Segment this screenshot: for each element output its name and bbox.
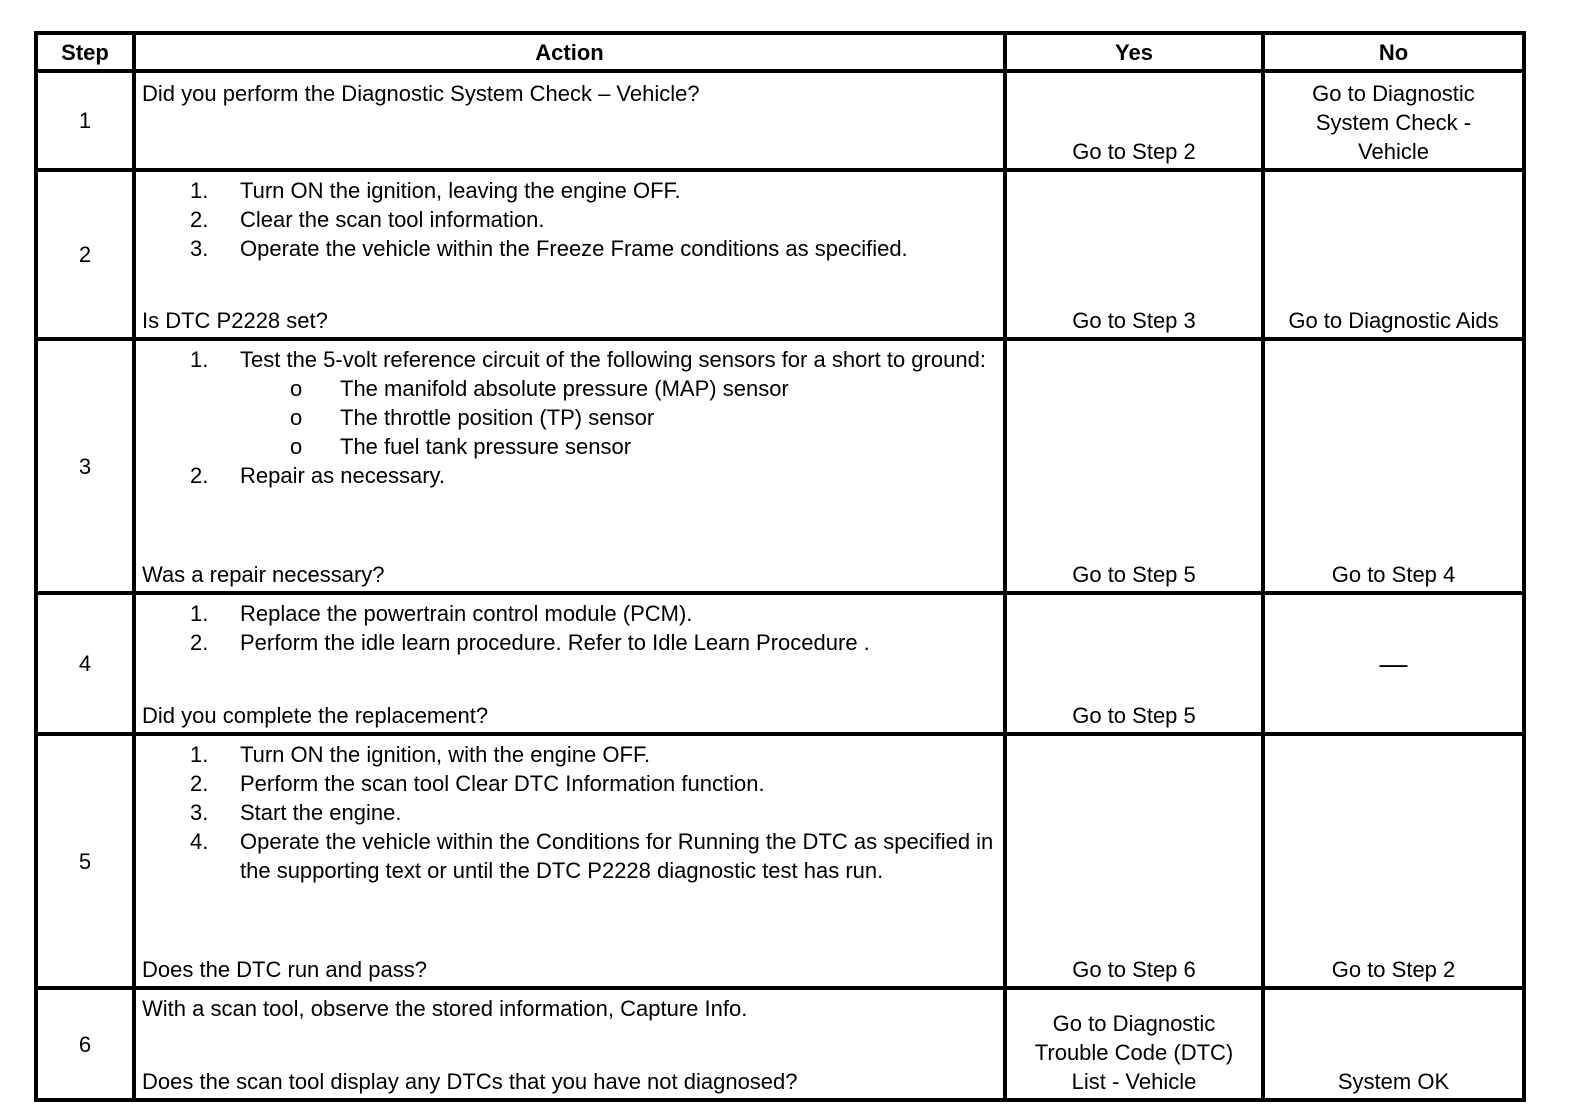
action-steps <box>142 176 999 263</box>
yes-cell: Go to Step 5 <box>1005 339 1263 593</box>
diagnostic-table <box>34 31 1526 1102</box>
table-row <box>36 593 1524 734</box>
action-cell <box>134 988 1005 1100</box>
header-step: Step <box>36 33 134 71</box>
action-question: Did you complete the replacement? <box>142 703 489 728</box>
yes-cell: Go to Step 5 <box>1005 593 1263 734</box>
step-number: 2 <box>36 170 134 339</box>
list-item: Repair as necessary. <box>240 463 446 488</box>
yes-cell: Go to Step 6 <box>1005 734 1263 988</box>
list-item: Clear the scan tool information. <box>240 207 545 232</box>
action-question: Was a repair necessary? <box>142 562 385 587</box>
action-cell <box>134 593 1005 734</box>
action-steps <box>142 740 999 885</box>
no-cell: Go to Diagnostic System Check - Vehicle <box>1263 71 1524 170</box>
step-number: 6 <box>36 988 134 1100</box>
step-number: 3 <box>36 339 134 593</box>
action-cell <box>134 339 1005 593</box>
yes-cell: Go to Step 3 <box>1005 170 1263 339</box>
action-question: Is DTC P2228 set? <box>142 308 328 333</box>
table-row <box>36 988 1524 1100</box>
sensor-list <box>240 374 999 461</box>
no-cell: System OK <box>1263 988 1524 1100</box>
list-item <box>240 345 999 461</box>
header-action: Action <box>134 33 1005 71</box>
step-number: 5 <box>36 734 134 988</box>
step-number: 4 <box>36 593 134 734</box>
sub-list-item: o The throttle position (TP) sensor <box>340 403 999 432</box>
action-intro: With a scan tool, observe the stored information, Capture Info. <box>142 996 748 1021</box>
list-item: Turn ON the ignition, leaving the engine OFF. <box>240 178 681 203</box>
sub-list-item: o The fuel tank pressure sensor <box>340 432 999 461</box>
no-cell: — <box>1263 593 1524 734</box>
no-cell: Go to Step 4 <box>1263 339 1524 593</box>
list-item: Turn ON the ignition, with the engine OFF. <box>240 742 651 767</box>
action-cell <box>134 734 1005 988</box>
action-question: Does the DTC run and pass? <box>142 957 427 982</box>
list-item: Perform the scan tool Clear DTC Information function. <box>240 771 765 796</box>
action-steps <box>142 345 999 490</box>
step-number: 1 <box>36 71 134 170</box>
action-cell <box>134 170 1005 339</box>
list-item: Start the engine. <box>240 800 402 825</box>
sub-list-item: o The manifold absolute pressure (MAP) sensor <box>340 374 999 403</box>
header-yes: Yes <box>1005 33 1263 71</box>
header-row <box>36 33 1524 71</box>
action-steps <box>142 599 999 657</box>
action-intro: Did you perform the Diagnostic System Check – Vehicle? <box>142 81 700 106</box>
no-cell: Go to Diagnostic Aids <box>1263 170 1524 339</box>
yes-cell: Go to Step 2 <box>1005 71 1263 170</box>
list-item: Operate the vehicle within the Conditions for Running the DTC as specified in the supporting text or until the DTC P2228 diagnostic test has run. <box>240 829 994 883</box>
action-question: Does the scan tool display any DTCs that you have not diagnosed? <box>142 1069 798 1094</box>
list-item: Replace the powertrain control module (PCM). <box>240 601 693 626</box>
table-row <box>36 339 1524 593</box>
yes-cell: Go to Diagnostic Trouble Code (DTC) List - Vehicle <box>1005 988 1263 1100</box>
header-no: No <box>1263 33 1524 71</box>
table-row <box>36 734 1524 988</box>
no-cell: Go to Step 2 <box>1263 734 1524 988</box>
table-row <box>36 170 1524 339</box>
list-item: Perform the idle learn procedure. Refer to Idle Learn Procedure . <box>240 630 870 655</box>
list-item-text: Test the 5-volt reference circuit of the following sensors for a short to ground: <box>240 347 986 372</box>
action-cell <box>134 71 1005 170</box>
table-row <box>36 71 1524 170</box>
list-item: Operate the vehicle within the Freeze Frame conditions as specified. <box>240 236 908 261</box>
